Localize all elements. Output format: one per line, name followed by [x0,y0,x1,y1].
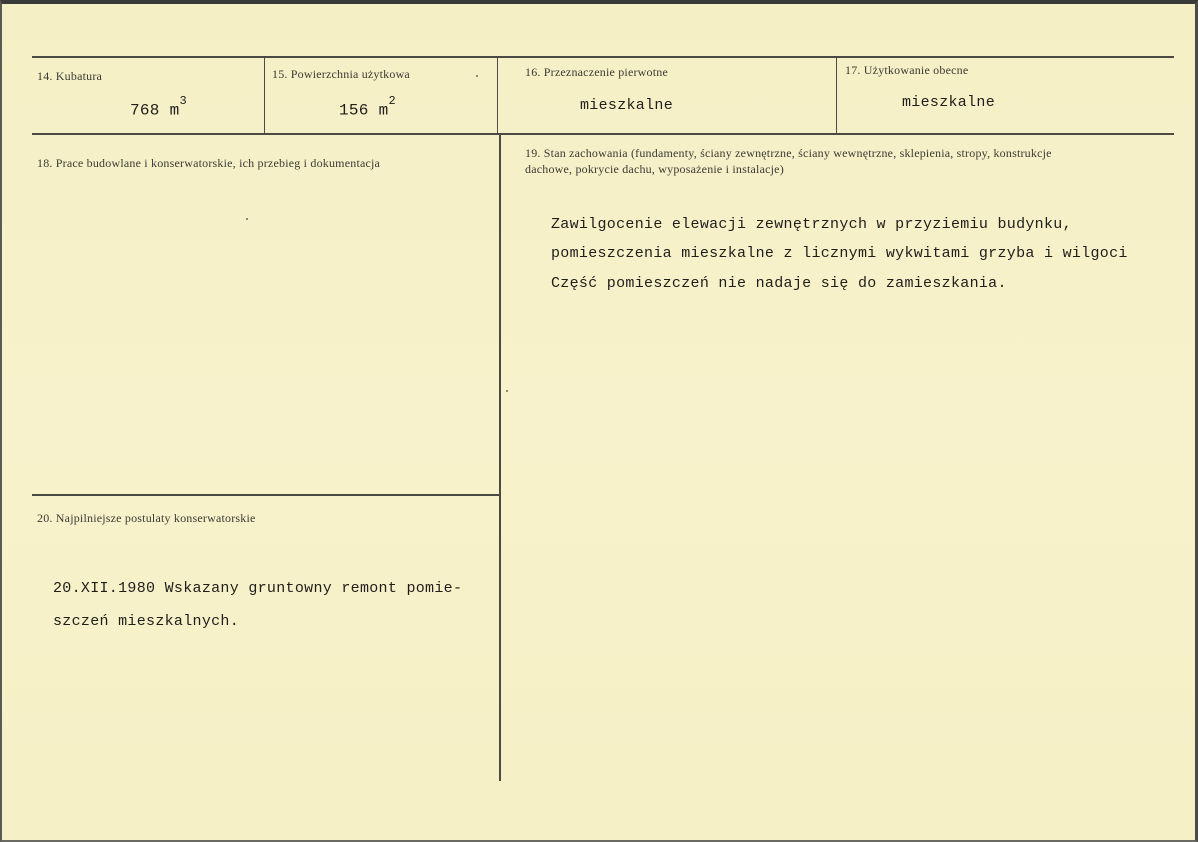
section20-top-rule [32,494,500,496]
col3-divider [836,58,837,134]
ink-speck [476,75,478,77]
top-rule [32,56,1174,58]
przeznaczenie-label: 16. Przeznaczenie pierwotne [525,65,668,79]
col1-divider [264,58,265,134]
left-column-divider [499,135,501,781]
powierzchnia-value [339,94,397,120]
prace-label: 18. Prace budowlane i konserwatorskie, ich przebieg i dokumentacja [37,156,381,170]
powierzchnia-label: 15. Powierzchnia użytkowa [272,67,410,81]
stan-line-3: Część pomieszczeń nie nadaje się do zamieszkania. [551,275,1007,292]
ink-speck [506,390,508,392]
kubatura-exponent: 3 [179,94,188,108]
kubatura-value [130,94,188,120]
kubatura-number: 768 m [130,101,180,120]
stan-line-1: Zawilgocenie elewacji zewnętrznych w przyziemiu budynku, [551,216,1072,233]
uzytkowanie-label: 17. Użytkowanie obecne [845,63,969,77]
stan-line-2: pomieszczenia mieszkalne z licznymi wykwitami grzyba i wilgoci [551,245,1128,262]
postulaty-line-2: szczeń mieszkalnych. [53,613,240,630]
uzytkowanie-value: mieszkalne [902,94,996,111]
col2-divider [497,58,498,134]
postulaty-label: 20. Najpilniejsze postulaty konserwatorskie [37,511,256,525]
powierzchnia-number: 156 m [339,101,389,120]
postulaty-line-1: 20.XII.1980 Wskazany gruntowny remont pomie- [53,580,463,597]
kubatura-label: 14. Kubatura [37,69,103,83]
powierzchnia-exponent: 2 [388,94,397,108]
row1-bottom-rule [32,133,1174,135]
przeznaczenie-value: mieszkalne [580,97,674,114]
stan-label: 19. Stan zachowania (fundamenty, ściany zewnętrzne, ściany wewnętrzne, sklepienia, stropy, konstrukcje dachowe, pokrycie dachu, wyposażenie i instalacje) [525,146,1052,176]
ink-speck [246,218,248,220]
